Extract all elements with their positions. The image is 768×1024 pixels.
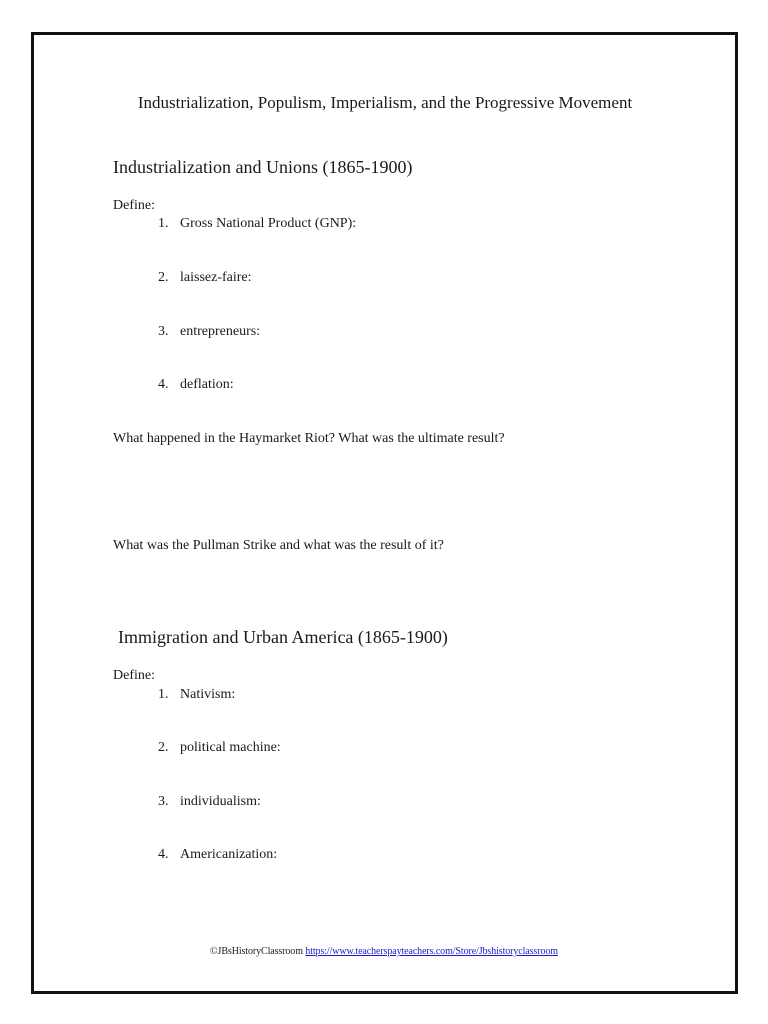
section-heading-industrialization: Industrialization and Unions (1865-1900) (113, 157, 413, 177)
term-label: entrepreneurs: (180, 324, 261, 339)
term-number: 4. (158, 847, 169, 862)
term-number: 3. (158, 794, 169, 809)
section-heading-immigration: Immigration and Urban America (1865-1900) (118, 627, 448, 647)
term-label: political machine: (180, 740, 281, 755)
term-item (158, 216, 356, 232)
question-haymarket: What happened in the Haymarket Riot? What was the ultimate result? (113, 431, 505, 446)
term-number: 3. (158, 324, 169, 339)
term-label: Americanization: (180, 847, 278, 862)
question-pullman: What was the Pullman Strike and what was the result of it? (113, 538, 444, 553)
term-number: 4. (158, 377, 169, 392)
term-label: laissez-faire: (180, 270, 252, 285)
page-title: Industrialization, Populism, Imperialism, and the Progressive Movement (137, 93, 633, 112)
footer (0, 946, 768, 957)
footer-store-link[interactable]: https://www.teacherspayteachers.com/Store/Jbshistoryclassroom (305, 946, 558, 957)
term-label: Nativism: (180, 687, 236, 702)
term-label: individualism: (180, 794, 261, 809)
term-item (158, 847, 277, 863)
term-number: 1. (158, 216, 169, 231)
term-item (158, 324, 260, 340)
term-label: deflation: (180, 377, 234, 392)
footer-copyright: ©JBsHistoryClassroom (210, 946, 303, 957)
term-item (158, 270, 252, 286)
term-item (158, 377, 234, 393)
term-item (158, 794, 261, 810)
term-number: 1. (158, 687, 169, 702)
term-number: 2. (158, 270, 169, 285)
term-item (158, 687, 235, 703)
define-label: Define: (113, 668, 155, 683)
term-number: 2. (158, 740, 169, 755)
term-label: Gross National Product (GNP): (180, 216, 357, 231)
term-item (158, 740, 281, 756)
define-label: Define: (113, 198, 155, 213)
